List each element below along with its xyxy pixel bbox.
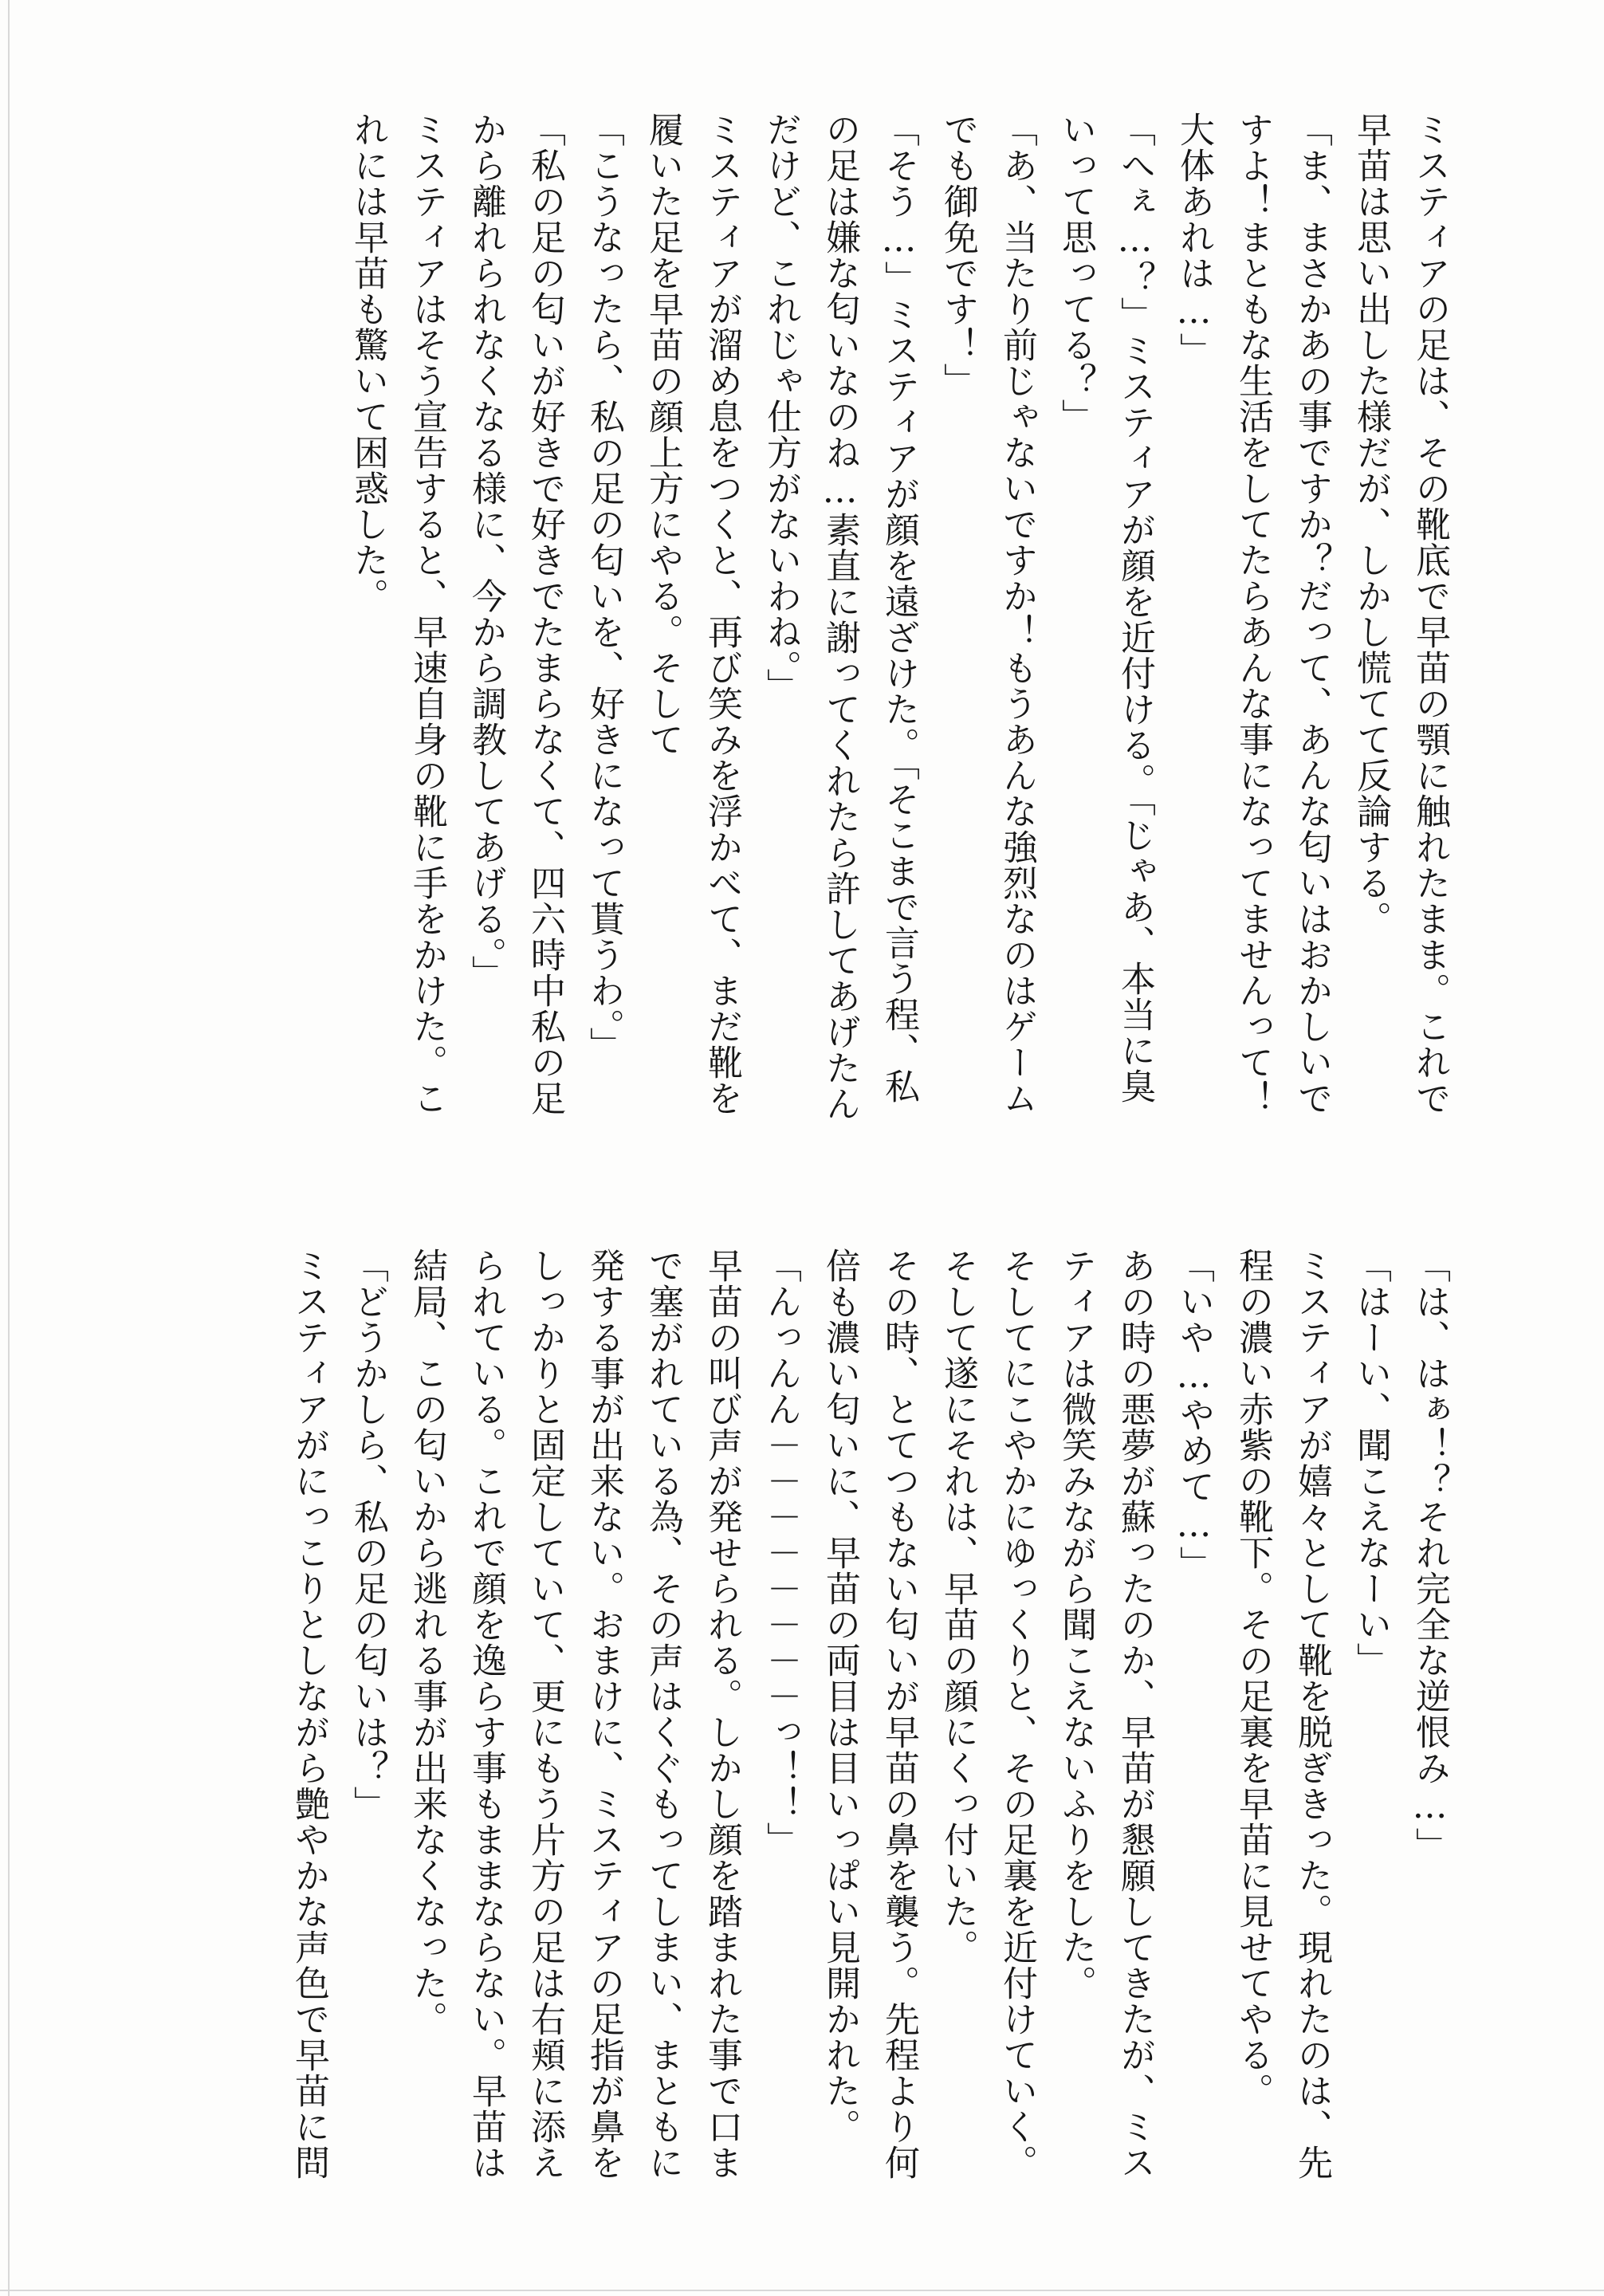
lower-line-17: られている。これで顔を逸らす事もままならない。早苗は <box>466 1248 506 2180</box>
lower-line-2: 「はーい、聞こえなーい」 <box>1350 1248 1391 1678</box>
lower-line-18: 結局、この匂いから逃れる事が出来なくなった。 <box>407 1248 447 2037</box>
upper-line-10: 「そう…」ミスティアが顔を遠ざけた。「そこまで言う程、私 <box>879 112 919 1104</box>
lower-line-19: 「どうかしら、私の足の匂いは？」 <box>348 1248 388 1822</box>
lower-line-8: そしてにこやかにゆっくりと、その足裏を近付けていく。 <box>997 1248 1037 2180</box>
upper-line-17: から離れられなくなる様に、今から調教してあげる。」 <box>466 112 506 991</box>
upper-line-9: でも御免です！」 <box>938 112 978 399</box>
lower-line-12: 「んっんん－－－－－－－－っ！！」 <box>761 1248 801 1858</box>
upper-line-11: の足は嫌な匂いなのね…素直に謝ってくれたら許してあげたん <box>820 112 860 1122</box>
lower-line-5: 「いや…やめて…」 <box>1174 1248 1214 1582</box>
lower-line-20: ミスティアがにっこりとしながら艶やかな声色で早苗に問 <box>289 1248 329 2180</box>
upper-line-13: ミスティアが溜め息をつくと、再び笑みを浮かべて、まだ靴を <box>702 112 742 1116</box>
scan-edge-left <box>8 0 10 2296</box>
lower-text-block <box>120 1248 1459 2196</box>
lower-line-16: しっかりと固定していて、更にもう片方の足は右頬に添え <box>525 1248 565 2180</box>
lower-line-11: 倍も濃い匂いに、早苗の両目は目いっぱい見開かれた。 <box>820 1248 860 2145</box>
upper-line-1: ミスティアの足は、その靴底で早苗の顎に触れたまま。これで <box>1409 112 1450 1116</box>
upper-line-7: いって思ってる？」 <box>1056 112 1096 434</box>
upper-line-18: ミスティアはそう宣告すると、早速自身の靴に手をかけた。こ <box>407 112 447 1116</box>
lower-line-15: 発する事が出来ない。おまけに、ミスティアの足指が鼻を <box>584 1248 624 2180</box>
lower-line-1: 「は、はぁ！？それ完全な逆恨み…」 <box>1409 1248 1450 1863</box>
lower-line-7: ティアは微笑みながら聞こえないふりをした。 <box>1056 1248 1096 2001</box>
upper-line-6: 「へぇ…？」ミスティアが顔を近付ける。「じゃあ、本当に臭 <box>1115 112 1155 1104</box>
lower-line-10: その時、とてつもない匂いが早苗の鼻を襲う。先程より何 <box>879 1248 919 2180</box>
upper-text-block <box>120 112 1459 1164</box>
upper-line-12: だけど、これじゃ仕方がないわね。」 <box>761 112 801 704</box>
lower-line-6: あの時の悪夢が蘇ったのか、早苗が懇願してきたが、ミス <box>1115 1248 1155 2180</box>
lower-line-14: で塞がれている為、その声はくぐもってしまい、まともに <box>643 1248 683 2180</box>
lower-line-9: そして遂にそれは、早苗の顔にくっ付いた。 <box>938 1248 978 1965</box>
scan-edge-bottom <box>0 2290 1604 2291</box>
lower-line-13: 早苗の叫び声が発せられる。しかし顔を踏まれた事で口ま <box>702 1248 742 2180</box>
upper-line-5: 大体あれは…」 <box>1174 112 1214 368</box>
upper-line-16: 「私の足の匂いが好きで好きでたまらなくて、四六時中私の足 <box>525 112 565 1116</box>
lower-line-4: 程の濃い赤紫の靴下。その足裏を早苗に見せてやる。 <box>1232 1248 1273 2109</box>
lower-line-3: ミスティアが嬉々として靴を脱ぎきった。現れたのは、先 <box>1291 1248 1332 2180</box>
upper-line-2: 早苗は思い出した様だが、しかし慌てて反論する。 <box>1350 112 1391 937</box>
upper-line-4: すよ！まともな生活をしてたらあんな事になってませんって！ <box>1232 112 1273 1116</box>
upper-line-19: れには早苗も驚いて困惑した。 <box>348 112 388 614</box>
upper-line-15: 「こうなったら、私の足の匂いを、好きになって貰うわ。」 <box>584 112 624 1063</box>
upper-line-8: 「あ、当たり前じゃないですか！もうあんな強烈なのはゲーム <box>997 112 1037 1116</box>
upper-line-14: 履いた足を早苗の顔上方にやる。そして <box>643 112 683 757</box>
upper-line-3: 「ま、まさかあの事ですか？だって、あんな匂いはおかしいで <box>1291 112 1332 1116</box>
